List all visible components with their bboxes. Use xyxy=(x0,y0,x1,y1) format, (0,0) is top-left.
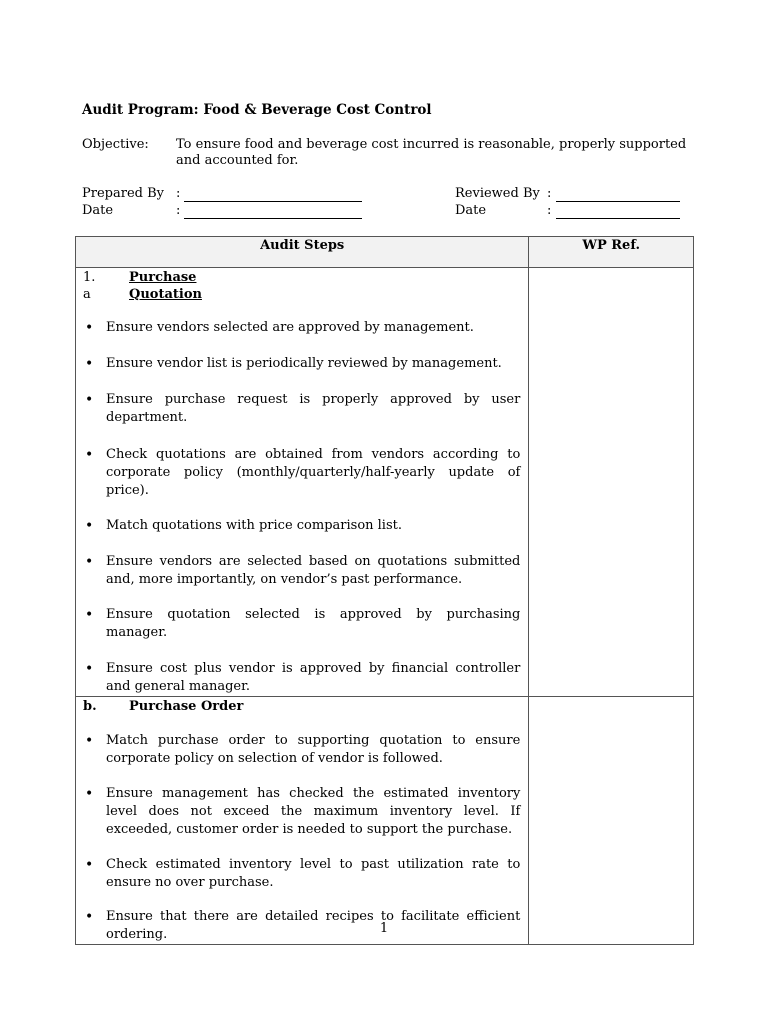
reviewed-by-label: Reviewed By xyxy=(455,186,540,201)
section-purchase-order-cell xyxy=(76,697,529,945)
list-item: • Ensure vendors selected are approved by management. xyxy=(83,319,520,337)
prepared-by-line xyxy=(184,188,362,202)
document-title: Audit Program: Food & Beverage Cost Control xyxy=(82,102,432,118)
wp-ref-cell xyxy=(529,697,694,945)
list-item: • Ensure vendors are selected based on quotations submitted and, more importantly, on vendor’s past performance. xyxy=(83,553,520,589)
page-number: 1 xyxy=(379,921,389,936)
prepared-by-label: Prepared By xyxy=(82,186,164,201)
list-item: • Match quotations with price comparison list. xyxy=(83,517,520,535)
list-item: • Ensure that there are detailed recipes to facilitate efficient ordering. xyxy=(83,908,520,944)
date-right-colon: : xyxy=(547,203,552,218)
header-wp-ref: WP Ref. xyxy=(529,237,694,268)
audit-steps-table xyxy=(75,236,694,945)
list-item: • Check estimated inventory level to past utilization rate to ensure no over purchase. xyxy=(83,856,520,892)
list-item: • Ensure cost plus vendor is approved by financial controller and general manager. xyxy=(83,660,520,696)
table-row xyxy=(76,697,694,945)
list-item: • Match purchase order to supporting quotation to ensure corporate policy on selection of vendor is followed. xyxy=(83,732,520,768)
table-header-row xyxy=(76,237,694,268)
table-row xyxy=(76,268,694,697)
section-title: Purchase xyxy=(129,270,197,285)
date-left-label: Date xyxy=(82,203,114,218)
list-item: • Check quotations are obtained from vendors according to corporate policy (monthly/quarterly/half-yearly update of price). xyxy=(83,446,520,500)
section-purchase-cell xyxy=(76,268,529,697)
section-number: 1. xyxy=(83,270,96,285)
list-item: • Ensure management has checked the estimated inventory level does not exceed the maximum inventory level. If exceeded, customer order is needed to support the purchase. xyxy=(83,785,520,839)
header-audit-steps: Audit Steps xyxy=(76,237,529,268)
list-item: • Ensure vendor list is periodically reviewed by management. xyxy=(83,355,520,373)
list-item: • Ensure purchase request is properly approved by user department. xyxy=(83,391,520,427)
date-left-colon: : xyxy=(176,203,181,218)
subsection-letter: b. xyxy=(83,699,97,714)
reviewed-by-line xyxy=(556,188,680,202)
objective-label: Objective: xyxy=(82,137,149,152)
reviewed-by-colon: : xyxy=(547,186,552,201)
objective-text: To ensure food and beverage cost incurred is reasonable, properly supported and accounted for. xyxy=(176,137,687,168)
subsection-title: Quotation xyxy=(129,287,202,302)
list-item: • Ensure quotation selected is approved by purchasing manager. xyxy=(83,606,520,642)
prepared-by-colon: : xyxy=(176,186,181,201)
wp-ref-cell xyxy=(529,268,694,697)
date-right-label: Date xyxy=(455,203,487,218)
date-right-line xyxy=(556,205,680,219)
date-left-line xyxy=(184,205,362,219)
subsection-letter: a xyxy=(83,287,91,302)
subsection-title: Purchase Order xyxy=(129,699,244,714)
